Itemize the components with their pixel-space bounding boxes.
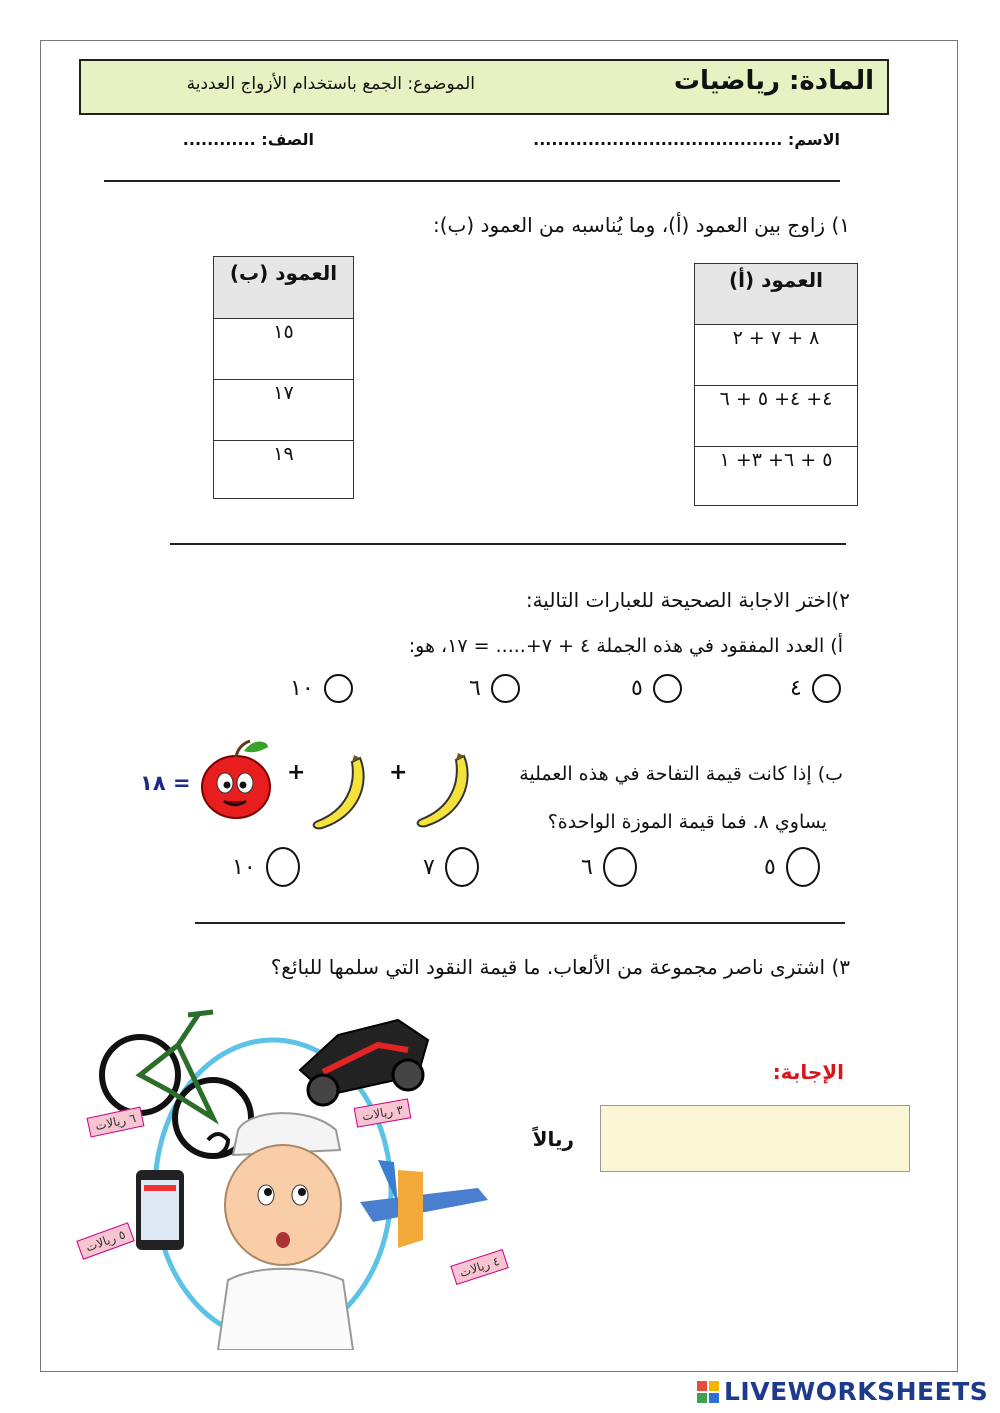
answer-input[interactable] [600, 1105, 910, 1172]
option-label: ١٠ [290, 676, 314, 701]
brand-text[interactable]: LIVEWORKSHEETS [724, 1377, 989, 1406]
q2a-option-1[interactable] [790, 674, 841, 703]
q2b-option-1[interactable] [764, 847, 820, 887]
radio-button[interactable] [491, 674, 520, 703]
column-b-row[interactable]: ١٥ [214, 318, 353, 379]
option-label: ٦ [581, 854, 593, 880]
radio-button[interactable] [786, 847, 820, 887]
column-b-table [213, 256, 354, 499]
option-label: ٤ [790, 676, 802, 701]
option-label: ٦ [469, 676, 481, 701]
price-tag-car: ٣ ريالات [354, 1098, 412, 1127]
divider [104, 180, 840, 182]
currency-label: ريالاً [532, 1127, 574, 1151]
column-b-row[interactable]: ١٩ [214, 440, 353, 500]
column-b-header: العمود (ب) [214, 257, 353, 318]
radio-button[interactable] [324, 674, 353, 703]
option-label: ٥ [631, 676, 643, 701]
q2b-line2: يساوي ٨. فما قيمة الموزة الواحدة؟ [547, 811, 827, 833]
boy-icon [208, 1113, 353, 1350]
divider [195, 922, 845, 924]
radio-button[interactable] [653, 674, 682, 703]
column-a-header: العمود (أ) [695, 264, 857, 324]
q2-prompt: ٢)اختر الاجابة الصحيحة للعبارات التالية: [525, 588, 850, 612]
plus-sign: + [389, 760, 408, 785]
radio-button[interactable] [812, 674, 841, 703]
q2b-option-2[interactable] [581, 847, 637, 887]
option-label: ١٠ [232, 854, 256, 880]
radio-button[interactable] [603, 847, 637, 887]
radio-button[interactable] [445, 847, 479, 887]
q3-prompt: ٣) اشترى ناصر مجموعة من الألعاب. ما قيمة النقود التي سلمها للبائع؟ [270, 955, 850, 979]
class-field[interactable]: الصف: ............ [182, 130, 314, 149]
q2a-option-3[interactable] [469, 674, 520, 703]
subject-title: المادة: رياضيات [673, 66, 874, 96]
column-a-row[interactable]: ٨ + ٧ + ٢ [695, 324, 857, 385]
q2b-option-4[interactable] [232, 847, 300, 887]
tablet-icon [136, 1170, 184, 1250]
q2b-line1: ب) إذا كانت قيمة التفاحة في هذه العملية [519, 763, 843, 785]
toys-illustration [78, 990, 498, 1350]
q2b-option-3[interactable] [423, 847, 479, 887]
column-b-row[interactable]: ١٧ [214, 379, 353, 440]
column-a-row[interactable]: ٤+ ٤+ ٥ + ٦ [695, 385, 857, 446]
q2a-question: أ) العدد المفقود في هذه الجملة ٤ + ٧+..... = ١٧، هو: [408, 635, 843, 657]
option-label: ٥ [764, 854, 776, 880]
divider [170, 543, 846, 545]
student-name-field[interactable]: الاسم: ......................................... [533, 130, 840, 149]
banana-icon [308, 752, 374, 832]
apple-icon [198, 735, 274, 821]
price-tag-tablet: ٥ ريالات [76, 1222, 135, 1260]
column-a-row[interactable]: ٥ + ٦+ ٣+ ١ [695, 446, 857, 507]
column-a-table [694, 263, 858, 506]
plus-sign: + [287, 760, 306, 785]
banana-icon [412, 750, 478, 830]
q2a-option-2[interactable] [631, 674, 682, 703]
price-tag-airplane: ٤ ريالات [450, 1249, 509, 1285]
option-label: ٧ [423, 854, 435, 880]
q2a-option-4[interactable] [290, 674, 353, 703]
airplane-icon [360, 1160, 488, 1248]
price-tag-bicycle: ٦ ريالات [87, 1106, 145, 1137]
bicycle-icon [102, 1012, 251, 1156]
liveworksheets-logo-icon [697, 1381, 719, 1403]
radio-button[interactable] [266, 847, 300, 887]
q1-prompt: ١) زاوج بين العمود (أ)، وما يُناسبه من العمود (ب): [433, 213, 850, 237]
equation-result: = ١٨ [140, 771, 191, 795]
answer-label: الإجابة: [772, 1060, 844, 1084]
topic-title: الموضوع: الجمع باستخدام الأزواج العددية [186, 74, 475, 94]
